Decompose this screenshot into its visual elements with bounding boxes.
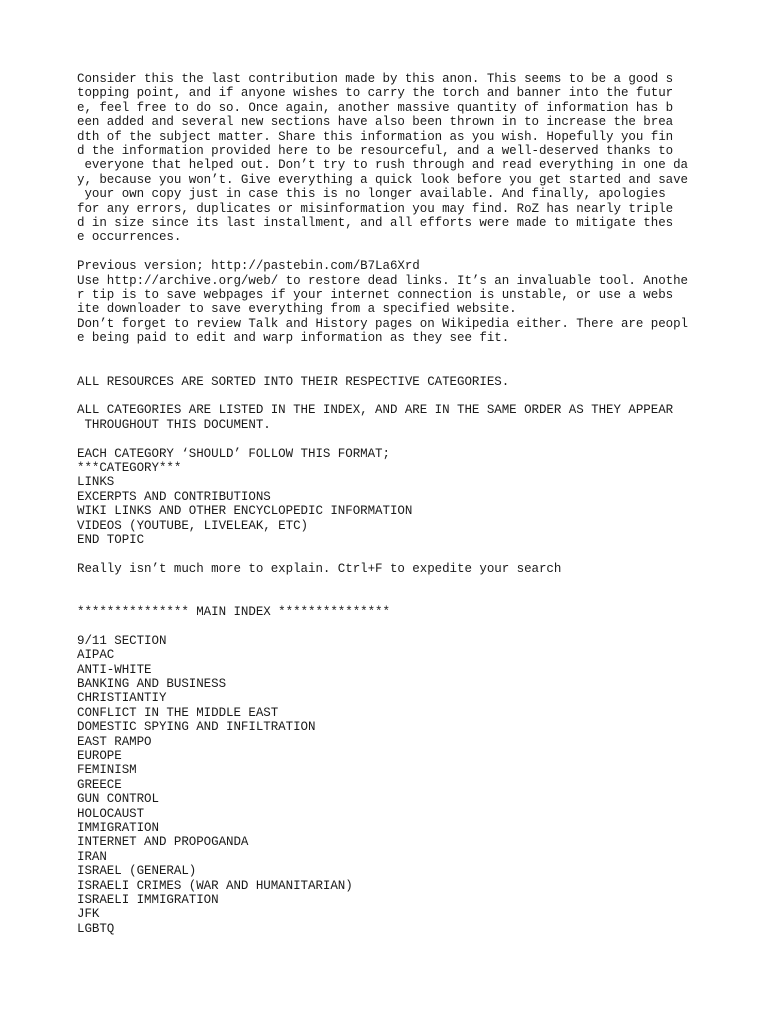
notes-line: Use http://archive.org/web/ to restore dead links. It’s an invaluable tool. Anothe [77,273,689,288]
intro-line: e occurrences. [77,230,182,245]
spacer [77,346,717,375]
main-index-header: *************** MAIN INDEX *************** [77,604,390,619]
intro-line: your own copy just in case this is no longer available. And finally, apologies [77,187,666,202]
notes-line: r tip is to save webpages if your internet connection is unstable, or use a webs [77,288,674,303]
index-item: FEMINISM [77,763,137,778]
format-line: END TOPIC [77,532,145,547]
intro-paragraph [77,72,717,245]
index-note-line: ALL CATEGORIES ARE LISTED IN THE INDEX, AND ARE IN THE SAME ORDER AS THEY APPEAR [77,403,674,418]
index-item: ISRAELI IMMIGRATION [77,893,219,908]
index-item: IRAN [77,849,107,864]
format-line: WIKI LINKS AND OTHER ENCYCLOPEDIC INFORMATION [77,504,413,519]
index-item: DOMESTIC SPYING AND INFILTRATION [77,720,316,735]
explain-note: Really isn’t much more to explain. Ctrl+F to expedite your search [77,561,562,576]
sorted-note: ALL RESOURCES ARE SORTED INTO THEIR RESPECTIVE CATEGORIES. [77,374,510,389]
index-item: AIPAC [77,648,115,663]
index-item: GUN CONTROL [77,792,159,807]
document-page [77,72,717,936]
index-item: EUROPE [77,748,122,763]
index-item: CHRISTIANTIY [77,691,167,706]
spacer [77,432,717,446]
intro-line: e, feel free to do so. Once again, another massive quantity of information has b [77,100,674,115]
intro-line: d the information provided here to be resourceful, and a well-deserved thanks to [77,144,674,159]
index-item: ANTI-WHITE [77,662,152,677]
intro-line: dth of the subject matter. Share this information as you wish. Hopefully you fin [77,129,674,144]
notes-line: Previous version; http://pastebin.com/B7La6Xrd [77,259,420,274]
spacer [77,619,717,633]
notes-paragraph [77,259,717,345]
format-line: LINKS [77,475,115,490]
index-item: GREECE [77,777,122,792]
spacer [77,389,717,403]
notes-line: e being paid to edit and warp information as they see fit. [77,331,510,346]
index-item: ISRAEL (GENERAL) [77,864,197,879]
index-item: INTERNET AND PROPOGANDA [77,835,249,850]
notes-line: ite downloader to save everything from a specified website. [77,302,517,317]
index-item: CONFLICT IN THE MIDDLE EAST [77,705,279,720]
spacer [77,245,717,259]
main-index-list [77,634,717,937]
intro-line: everyone that helped out. Don’t try to rush through and read everything in one da [77,158,689,173]
spacer [77,576,717,605]
index-item: ISRAELI CRIMES (WAR AND HUMANITARIAN) [77,878,353,893]
index-item: 9/11 SECTION [77,633,167,648]
format-block [77,447,717,548]
spacer [77,547,717,561]
index-note-line: THROUGHOUT THIS DOCUMENT. [77,417,271,432]
notes-line: Don’t forget to review Talk and History pages on Wikipedia either. There are peopl [77,316,689,331]
index-item: IMMIGRATION [77,821,159,836]
format-line: EXCERPTS AND CONTRIBUTIONS [77,489,271,504]
index-item: HOLOCAUST [77,806,145,821]
intro-line: d in size since its last installment, and all efforts were made to mitigate thes [77,216,674,231]
format-line: ***CATEGORY*** [77,460,182,475]
format-line: EACH CATEGORY ‘SHOULD’ FOLLOW THIS FORMAT; [77,446,390,461]
index-item: BANKING AND BUSINESS [77,676,227,691]
intro-line: topping point, and if anyone wishes to carry the torch and banner into the futur [77,86,674,101]
intro-line: een added and several new sections have also been thrown in to increase the brea [77,115,674,130]
intro-line: for any errors, duplicates or misinformation you may find. RoZ has nearly triple [77,201,674,216]
index-note-paragraph [77,403,717,432]
intro-line: y, because you won’t. Give everything a quick look before you get started and save [77,172,689,187]
index-item: JFK [77,907,100,922]
format-line: VIDEOS (YOUTUBE, LIVELEAK, ETC) [77,518,308,533]
intro-line: Consider this the last contribution made by this anon. This seems to be a good s [77,72,674,86]
index-item: EAST RAMPO [77,734,152,749]
index-item: LGBTQ [77,921,115,936]
